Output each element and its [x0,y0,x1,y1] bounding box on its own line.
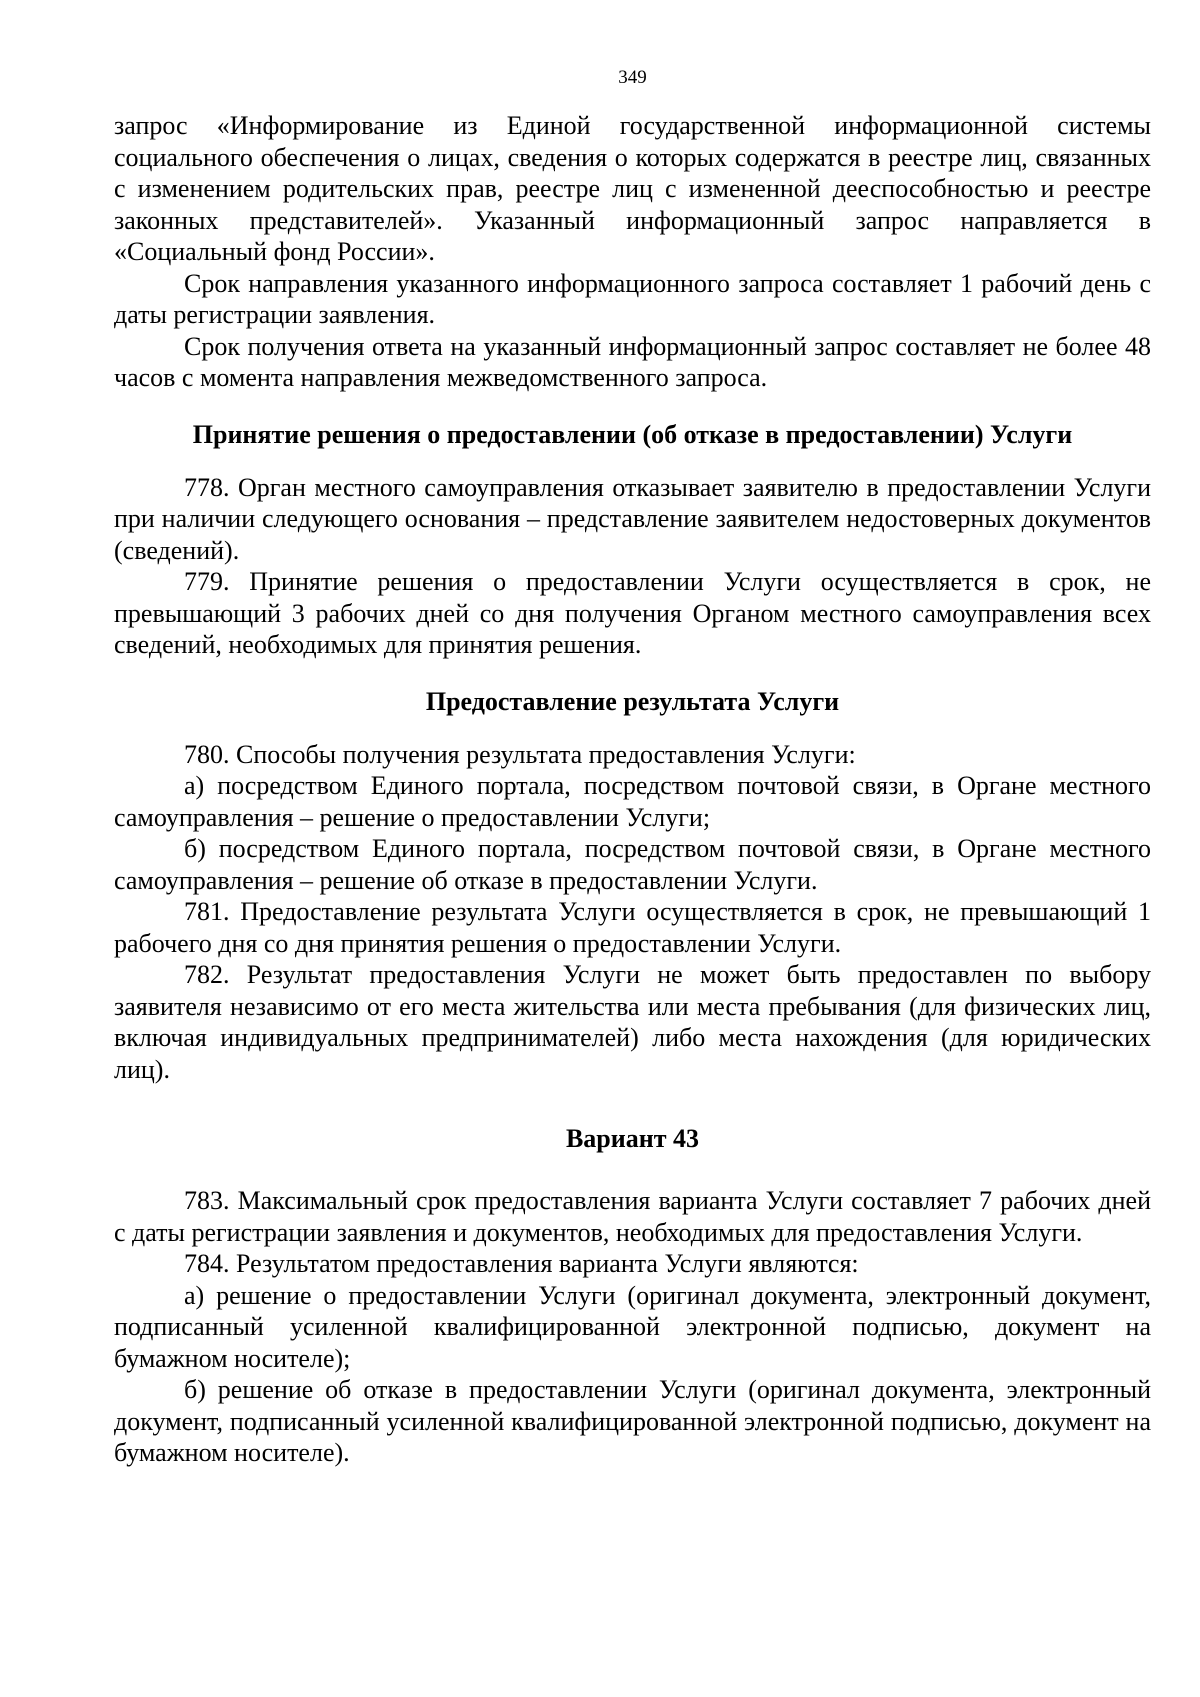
paragraph-783: 783. Максимальный срок предоставления варианта Услуги составляет 7 рабочих дней с даты регистрации заявления и документов, необходимых для предоставления Услуги. [114,1186,1151,1247]
intro-paragraph-2: Срок направления указанного информационного запроса составляет 1 рабочий день с даты регистрации заявления. [114,268,1151,329]
intro-paragraph-3: Срок получения ответа на указанный информационный запрос составляет не более 48 часов с момента направления межведомственного запроса. [114,331,1151,392]
paragraph-784-a: а) решение о предоставлении Услуги (оригинал документа, электронный документ, подписанный усиленной квалифицированной электронной подписью, документ на бумажном носителе); [114,1280,1151,1373]
paragraph-780-a: а) посредством Единого портала, посредством почтовой связи, в Органе местного самоуправления – решение о предоставлении Услуги; [114,771,1151,832]
section-heading-variant: Вариант 43 [565,1124,700,1153]
document-page [114,66,1151,1469]
paragraph-778: 778. Орган местного самоуправления отказывает заявителю в предоставлении Услуги при наличии следующего основания – представление заявителем недостоверных документов (сведений). [114,472,1151,565]
section-heading-decision: Принятие решения о предоставлении (об отказе в предоставлении) Услуги [192,419,1073,449]
paragraph-780: 780. Способы получения результата предоставления Услуги: [184,739,856,769]
paragraph-784-b: б) решение об отказе в предоставлении Услуги (оригинал документа, электронный документ, подписанный усиленной квалифицированной электронной подписью, документ на бумажном носителе). [114,1375,1151,1467]
paragraph-779: 779. Принятие решения о предоставлении Услуги осуществляется в срок, не превышающий 3 рабочих дней со дня получения Органом местного самоуправления всех сведений, необходимых для принятия решения. [114,567,1151,659]
paragraph-781: 781. Предоставление результата Услуги осуществляется в срок, не превышающий 1 рабочего дня со дня принятия решения о предоставлении Услуги. [114,897,1151,958]
section-heading-result: Предоставление результата Услуги [425,686,840,716]
page-number: 349 [618,67,647,88]
paragraph-784: 784. Результатом предоставления варианта Услуги являются: [184,1249,859,1278]
paragraph-782: 782. Результат предоставления Услуги не может быть предоставлен по выбору заявителя независимо от его места жительства или места пребывания (для физических лиц, включая индивидуальных предпринимателей) либо места нахождения (для юридических лиц). [114,960,1151,1084]
intro-paragraph-1: запрос «Информирование из Единой государственной информационной системы социального обеспечения о лицах, сведения о которых содержатся в реестре лиц, связанных с изменением родительских прав, реестре лиц с измененной дееспособностью и реестре законных представителей». Указанный информационный запрос направляется в «Социальный фонд России». [114,111,1151,266]
paragraph-780-b: б) посредством Единого портала, посредством почтовой связи, в Органе местного самоуправления – решение об отказе в предоставлении Услуги. [114,834,1151,895]
